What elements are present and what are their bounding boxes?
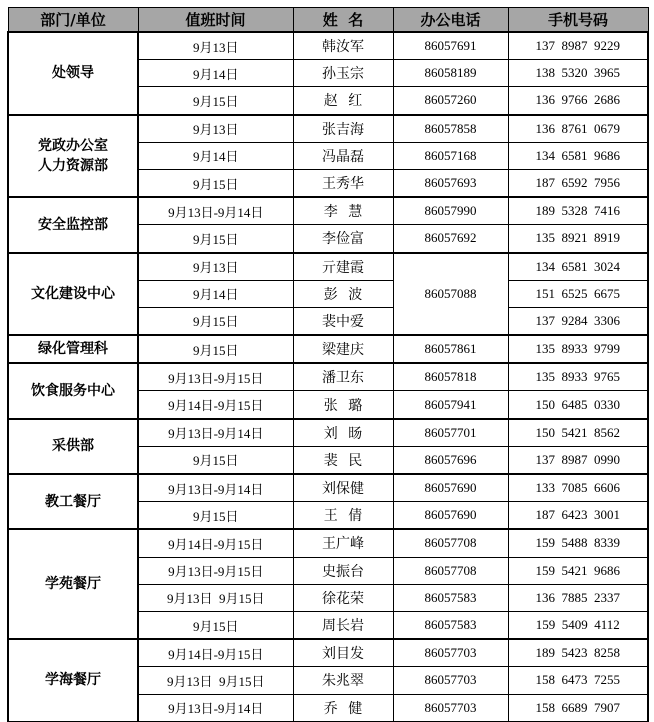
name-cell: 徐花荣 (293, 584, 393, 611)
office-phone-cell: 86057861 (393, 335, 508, 363)
mobile-cell: 150 6485 0330 (508, 391, 648, 419)
mobile-cell: 189 5328 7416 (508, 197, 648, 225)
duty-time-cell: 9月13日 (138, 115, 293, 143)
name-cell: 张 璐 (293, 391, 393, 419)
duty-time-cell: 9月15日 (138, 446, 293, 474)
office-phone-cell: 86057708 (393, 529, 508, 557)
header-dept: 部门/单位 (8, 8, 138, 33)
name-cell: 王秀华 (293, 169, 393, 197)
duty-time-cell: 9月13日 9月15日 (138, 667, 293, 694)
name-cell: 潘卫东 (293, 363, 393, 391)
name-cell: 李俭富 (293, 225, 393, 253)
mobile-cell: 150 5421 8562 (508, 419, 648, 447)
header-mobile: 手机号码 (508, 8, 648, 33)
duty-time-cell: 9月15日 (138, 335, 293, 363)
mobile-cell: 137 9284 3306 (508, 307, 648, 335)
office-phone-cell: 86057703 (393, 667, 508, 694)
name-cell: 刘目发 (293, 639, 393, 667)
duty-time-cell: 9月13日-9月14日 (138, 474, 293, 502)
name-cell: 李 慧 (293, 197, 393, 225)
table-row (8, 335, 648, 363)
duty-roster-table (7, 7, 649, 722)
duty-time-cell: 9月13日-9月14日 (138, 694, 293, 721)
name-cell: 王 倩 (293, 502, 393, 530)
duty-time-cell: 9月15日 (138, 611, 293, 639)
name-cell: 冯晶磊 (293, 142, 393, 169)
mobile-cell: 187 6423 3001 (508, 502, 648, 530)
duty-time-cell: 9月15日 (138, 502, 293, 530)
mobile-cell: 136 7885 2337 (508, 584, 648, 611)
mobile-cell: 136 8761 0679 (508, 115, 648, 143)
header-row (8, 8, 648, 33)
office-phone-cell: 86057703 (393, 639, 508, 667)
duty-time-cell: 9月13日 9月15日 (138, 584, 293, 611)
office-phone-cell: 86057708 (393, 557, 508, 584)
name-cell: 赵 红 (293, 87, 393, 115)
mobile-cell: 135 8933 9765 (508, 363, 648, 391)
duty-time-cell: 9月14日 (138, 142, 293, 169)
table-row (8, 474, 648, 502)
dept-cell: 学海餐厅 (8, 639, 138, 721)
mobile-cell: 159 5421 9686 (508, 557, 648, 584)
name-cell: 史振台 (293, 557, 393, 584)
duty-time-cell: 9月15日 (138, 307, 293, 335)
table-row (8, 115, 648, 143)
mobile-cell: 134 6581 9686 (508, 142, 648, 169)
name-cell: 裴 民 (293, 446, 393, 474)
table-row (8, 32, 648, 60)
duty-time-cell: 9月15日 (138, 87, 293, 115)
mobile-cell: 159 5409 4112 (508, 611, 648, 639)
office-phone-cell: 86057690 (393, 502, 508, 530)
mobile-cell: 187 6592 7956 (508, 169, 648, 197)
name-cell: 张吉海 (293, 115, 393, 143)
dept-cell: 安全监控部 (8, 197, 138, 252)
header-office-phone: 办公电话 (393, 8, 508, 33)
mobile-cell: 158 6473 7255 (508, 667, 648, 694)
dept-cell: 采供部 (8, 419, 138, 474)
mobile-cell: 137 8987 0990 (508, 446, 648, 474)
office-phone-cell: 86058189 (393, 60, 508, 87)
duty-time-cell: 9月13日-9月15日 (138, 363, 293, 391)
mobile-cell: 138 5320 3965 (508, 60, 648, 87)
duty-time-cell: 9月13日 (138, 253, 293, 281)
dept-cell: 绿化管理科 (8, 335, 138, 363)
name-cell: 彭 波 (293, 280, 393, 307)
duty-time-cell: 9月13日-9月14日 (138, 197, 293, 225)
table-row (8, 419, 648, 447)
dept-cell: 文化建设中心 (8, 253, 138, 336)
table-row (8, 253, 648, 281)
header-name: 姓 名 (293, 8, 393, 33)
dept-cell: 教工餐厅 (8, 474, 138, 529)
office-phone-cell: 86057696 (393, 446, 508, 474)
duty-time-cell: 9月13日-9月14日 (138, 419, 293, 447)
table-row (8, 363, 648, 391)
name-cell: 韩汝军 (293, 32, 393, 60)
mobile-cell: 158 6689 7907 (508, 694, 648, 721)
office-phone-cell: 86057858 (393, 115, 508, 143)
duty-time-cell: 9月14日-9月15日 (138, 639, 293, 667)
office-phone-cell: 86057701 (393, 419, 508, 447)
dept-cell: 学苑餐厅 (8, 529, 138, 639)
duty-time-cell: 9月15日 (138, 169, 293, 197)
office-phone-cell: 86057692 (393, 225, 508, 253)
mobile-cell: 134 6581 3024 (508, 253, 648, 281)
name-cell: 周长岩 (293, 611, 393, 639)
mobile-cell: 159 5488 8339 (508, 529, 648, 557)
table-row (8, 639, 648, 667)
office-phone-cell: 86057691 (393, 32, 508, 60)
duty-time-cell: 9月14日 (138, 60, 293, 87)
name-cell: 朱兆翠 (293, 667, 393, 694)
office-phone-cell: 86057260 (393, 87, 508, 115)
duty-time-cell: 9月14日 (138, 280, 293, 307)
dept-cell: 处领导 (8, 32, 138, 115)
name-cell: 刘 旸 (293, 419, 393, 447)
table-row (8, 197, 648, 225)
name-cell: 王广峰 (293, 529, 393, 557)
office-phone-cell: 86057583 (393, 611, 508, 639)
office-phone-cell: 86057583 (393, 584, 508, 611)
duty-time-cell: 9月13日 (138, 32, 293, 60)
dept-cell: 饮食服务中心 (8, 363, 138, 418)
mobile-cell: 137 8987 9229 (508, 32, 648, 60)
name-cell: 刘保健 (293, 474, 393, 502)
dept-cell: 党政办公室 人力资源部 (8, 115, 138, 198)
duty-time-cell: 9月15日 (138, 225, 293, 253)
mobile-cell: 135 8921 8919 (508, 225, 648, 253)
name-cell: 梁建庆 (293, 335, 393, 363)
mobile-cell: 189 5423 8258 (508, 639, 648, 667)
duty-time-cell: 9月13日-9月15日 (138, 557, 293, 584)
office-phone-cell: 86057088 (393, 253, 508, 336)
name-cell: 亓建霞 (293, 253, 393, 281)
office-phone-cell: 86057168 (393, 142, 508, 169)
duty-time-cell: 9月14日-9月15日 (138, 529, 293, 557)
name-cell: 乔 健 (293, 694, 393, 721)
office-phone-cell: 86057703 (393, 694, 508, 721)
duty-time-cell: 9月14日-9月15日 (138, 391, 293, 419)
header-duty-time: 值班时间 (138, 8, 293, 33)
name-cell: 孙玉宗 (293, 60, 393, 87)
mobile-cell: 136 9766 2686 (508, 87, 648, 115)
mobile-cell: 133 7085 6606 (508, 474, 648, 502)
mobile-cell: 151 6525 6675 (508, 280, 648, 307)
office-phone-cell: 86057690 (393, 474, 508, 502)
office-phone-cell: 86057990 (393, 197, 508, 225)
office-phone-cell: 86057818 (393, 363, 508, 391)
office-phone-cell: 86057941 (393, 391, 508, 419)
mobile-cell: 135 8933 9799 (508, 335, 648, 363)
table-row (8, 529, 648, 557)
office-phone-cell: 86057693 (393, 169, 508, 197)
name-cell: 裴中爱 (293, 307, 393, 335)
